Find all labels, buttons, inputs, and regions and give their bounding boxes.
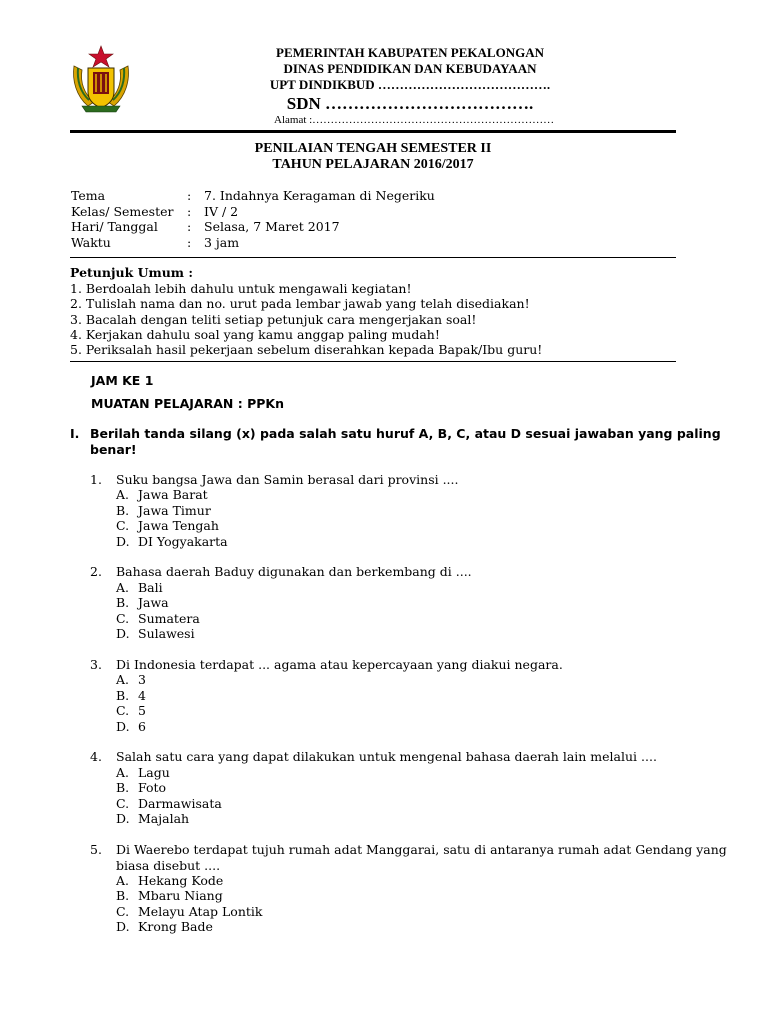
- answer-option[interactable]: [116, 580, 163, 596]
- info-sep: :: [187, 188, 192, 203]
- instruction-item: 1. Berdoalah lebih dahulu untuk mengawali kegiatan!: [70, 281, 412, 296]
- question-text: Di Waerebo terdapat tujuh rumah adat Manggarai, satu di antaranya rumah adat Gendang yang biasa disebut ....: [116, 842, 727, 873]
- answer-option[interactable]: [116, 595, 169, 611]
- answer-option[interactable]: [116, 888, 223, 904]
- question-text: Bahasa daerah Baduy digunakan dan berkembang di ....: [116, 564, 472, 579]
- option-text: Hekang Kode: [138, 873, 224, 888]
- answer-option[interactable]: [116, 780, 166, 796]
- option-letter: B.: [116, 888, 130, 903]
- exam-year: TAHUN PELAJARAN 2016/2017: [272, 157, 474, 172]
- subject-label: MUATAN PELAJARAN : PPKn: [91, 396, 284, 411]
- option-text: 4: [138, 688, 146, 703]
- option-letter: D.: [116, 919, 130, 934]
- instruction-item: 2. Tulislah nama dan no. urut pada lembar jawab yang telah disediakan!: [70, 296, 530, 311]
- instruction-item: 4. Kerjakan dahulu soal yang kamu anggap paling mudah!: [70, 327, 440, 342]
- info-sep: :: [187, 204, 192, 219]
- answer-option[interactable]: [116, 904, 262, 920]
- option-letter: C.: [116, 611, 130, 626]
- info-key: Hari/ Tanggal: [71, 219, 158, 234]
- answer-option[interactable]: [116, 719, 146, 735]
- option-letter: C.: [116, 796, 130, 811]
- option-text: Jawa Timur: [138, 503, 211, 518]
- regency-emblem-logo: [70, 44, 132, 114]
- question-text: Salah satu cara yang dapat dilakukan untuk mengenal bahasa daerah lain melalui ....: [116, 749, 657, 764]
- header-school-line: SDN ……………………………….: [286, 94, 534, 113]
- header-address-line: Alamat :…………………………………………………………: [274, 114, 555, 126]
- answer-option[interactable]: [116, 626, 195, 642]
- instruction-item: 3. Bacalah dengan teliti setiap petunjuk cara mengerjakan soal!: [70, 312, 477, 327]
- info-value: Selasa, 7 Maret 2017: [204, 219, 340, 234]
- question-number: 3.: [90, 657, 102, 672]
- option-text: Mbaru Niang: [138, 888, 223, 903]
- option-letter: A.: [116, 765, 130, 780]
- answer-option[interactable]: [116, 518, 219, 534]
- option-text: 5: [138, 703, 146, 718]
- info-value: 3 jam: [204, 235, 240, 250]
- option-text: Jawa Barat: [138, 487, 208, 502]
- header-department-line: DINAS PENDIDIKAN DAN KEBUDAYAAN: [283, 61, 537, 76]
- info-sep: :: [187, 235, 192, 250]
- answer-option[interactable]: [116, 503, 211, 519]
- session-label: JAM KE 1: [91, 373, 154, 388]
- option-text: Melayu Atap Lontik: [138, 904, 263, 919]
- option-text: Lagu: [138, 765, 170, 780]
- option-letter: C.: [116, 703, 130, 718]
- instructions-heading: Petunjuk Umum :: [70, 265, 193, 280]
- option-letter: B.: [116, 503, 130, 518]
- info-key: Tema: [71, 188, 106, 203]
- option-text: DI Yogyakarta: [138, 534, 228, 549]
- question-text: Suku bangsa Jawa dan Samin berasal dari provinsi ....: [116, 472, 459, 487]
- option-letter: A.: [116, 873, 130, 888]
- question-text: Di Indonesia terdapat ... agama atau kepercayaan yang diakui negara.: [116, 657, 563, 672]
- info-value: 7. Indahnya Keragaman di Negeriku: [204, 188, 435, 203]
- info-divider: [70, 257, 676, 258]
- option-text: Darmawisata: [138, 796, 222, 811]
- option-letter: C.: [116, 904, 130, 919]
- answer-option[interactable]: [116, 811, 189, 827]
- answer-option[interactable]: [116, 765, 170, 781]
- option-text: Sulawesi: [138, 626, 195, 641]
- answer-option[interactable]: [116, 534, 228, 550]
- answer-option[interactable]: [116, 796, 222, 812]
- option-text: Sumatera: [138, 611, 200, 626]
- option-letter: A.: [116, 487, 130, 502]
- info-sep: :: [187, 219, 192, 234]
- option-letter: A.: [116, 672, 130, 687]
- question-number: 2.: [90, 564, 102, 579]
- header-upt-line: UPT DINDIKBUD ………………………………….: [269, 77, 551, 92]
- question-number: 1.: [90, 472, 102, 487]
- answer-option[interactable]: [116, 672, 146, 688]
- info-key: Kelas/ Semester: [71, 204, 174, 219]
- instructions-divider: [70, 361, 676, 362]
- option-text: Majalah: [138, 811, 190, 826]
- instruction-item: 5. Periksalah hasil pekerjaan sebelum diserahkan kepada Bapak/Ibu guru!: [70, 342, 543, 357]
- answer-option[interactable]: [116, 919, 213, 935]
- answer-option[interactable]: [116, 611, 200, 627]
- option-text: Foto: [138, 780, 167, 795]
- question-number: 4.: [90, 749, 102, 764]
- section-instruction: [70, 426, 730, 460]
- section-instruction-text: Berilah tanda silang (x) pada salah satu huruf A, B, C, atau D sesuai jawaban yang paling benar!: [90, 426, 721, 457]
- option-letter: D.: [116, 626, 130, 641]
- answer-option[interactable]: [116, 688, 146, 704]
- info-key: Waktu: [71, 235, 111, 250]
- question-number: 5.: [90, 842, 102, 857]
- option-letter: C.: [116, 518, 130, 533]
- option-text: Jawa Tengah: [138, 518, 219, 533]
- option-letter: D.: [116, 534, 130, 549]
- option-text: 3: [138, 672, 146, 687]
- answer-option[interactable]: [116, 487, 208, 503]
- answer-option[interactable]: [116, 873, 223, 889]
- section-number: I.: [70, 426, 80, 441]
- header-divider-thick: [70, 130, 676, 133]
- option-text: Jawa: [138, 595, 169, 610]
- header-government-line: PEMERINTAH KABUPATEN PEKALONGAN: [276, 45, 544, 60]
- option-letter: B.: [116, 688, 130, 703]
- option-letter: B.: [116, 595, 130, 610]
- option-text: 6: [138, 719, 146, 734]
- option-letter: A.: [116, 580, 130, 595]
- option-text: Krong Bade: [138, 919, 213, 934]
- info-value: IV / 2: [204, 204, 239, 219]
- answer-option[interactable]: [116, 703, 146, 719]
- option-letter: D.: [116, 719, 130, 734]
- option-letter: B.: [116, 780, 130, 795]
- option-text: Bali: [138, 580, 163, 595]
- exam-title: PENILAIAN TENGAH SEMESTER II: [254, 141, 492, 156]
- option-letter: D.: [116, 811, 130, 826]
